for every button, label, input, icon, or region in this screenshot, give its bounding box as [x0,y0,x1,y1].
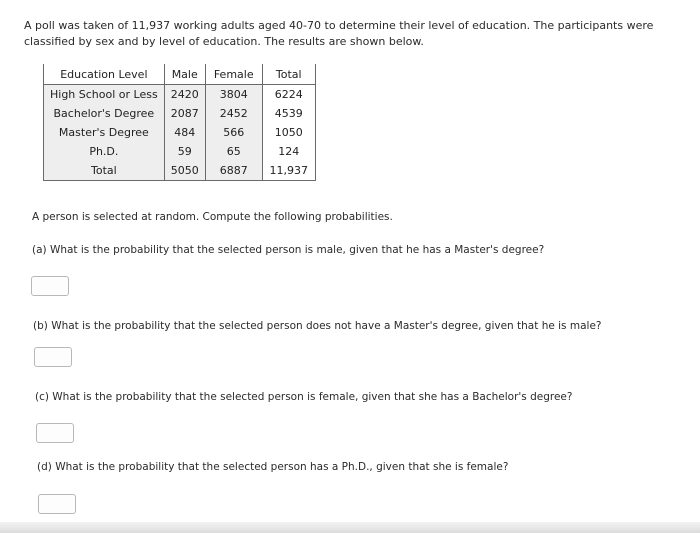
cell-male: 484 [164,123,205,142]
table-row [44,142,316,161]
question-d: (d) What is the probability that the selected person has a Ph.D., given that she is female? [37,461,509,473]
cell-total: 1050 [262,123,315,142]
row-label: Master's Degree [44,123,165,142]
problem-intro: A poll was taken of 11,937 working adults aged 40-70 to determine their level of education. The participants were classified by sex and by level of education. The results are shown below. [24,19,654,48]
header-total: Total [262,64,315,85]
question-c: (c) What is the probability that the selected person is female, given that she has a Bachelor's degree? [35,391,573,403]
table-row [44,104,316,123]
cell-male: 59 [164,142,205,161]
cell-female: 2452 [205,104,262,123]
cell-total: 6224 [262,85,315,105]
cell-male: 2087 [164,104,205,123]
header-male: Male [164,64,205,85]
cell-female: 566 [205,123,262,142]
cell-female: 6887 [205,161,262,181]
row-label: High School or Less [44,85,165,105]
cell-male: 5050 [164,161,205,181]
bottom-edge-shadow [0,522,700,533]
cell-female: 65 [205,142,262,161]
answer-c-input[interactable] [36,423,74,443]
header-education-level: Education Level [44,64,165,85]
question-a: (a) What is the probability that the selected person is male, given that he has a Master's degree? [32,244,545,256]
table-row [44,123,316,142]
selection-instructions: A person is selected at random. Compute the following probabilities. [32,211,393,223]
table-row [44,85,316,105]
question-b: (b) What is the probability that the selected person does not have a Master's degree, given that he is male? [33,320,602,332]
cell-total: 11,937 [262,161,315,181]
answer-b-input[interactable] [34,347,72,367]
cell-total: 124 [262,142,315,161]
cell-male: 2420 [164,85,205,105]
education-table [43,64,316,181]
cell-total: 4539 [262,104,315,123]
answer-a-input[interactable] [31,276,69,296]
row-label: Bachelor's Degree [44,104,165,123]
row-label: Total [44,161,165,181]
row-label: Ph.D. [44,142,165,161]
header-female: Female [205,64,262,85]
cell-female: 3804 [205,85,262,105]
table-row-total [44,161,316,181]
answer-d-input[interactable] [38,494,76,514]
table-header-row [44,64,316,85]
